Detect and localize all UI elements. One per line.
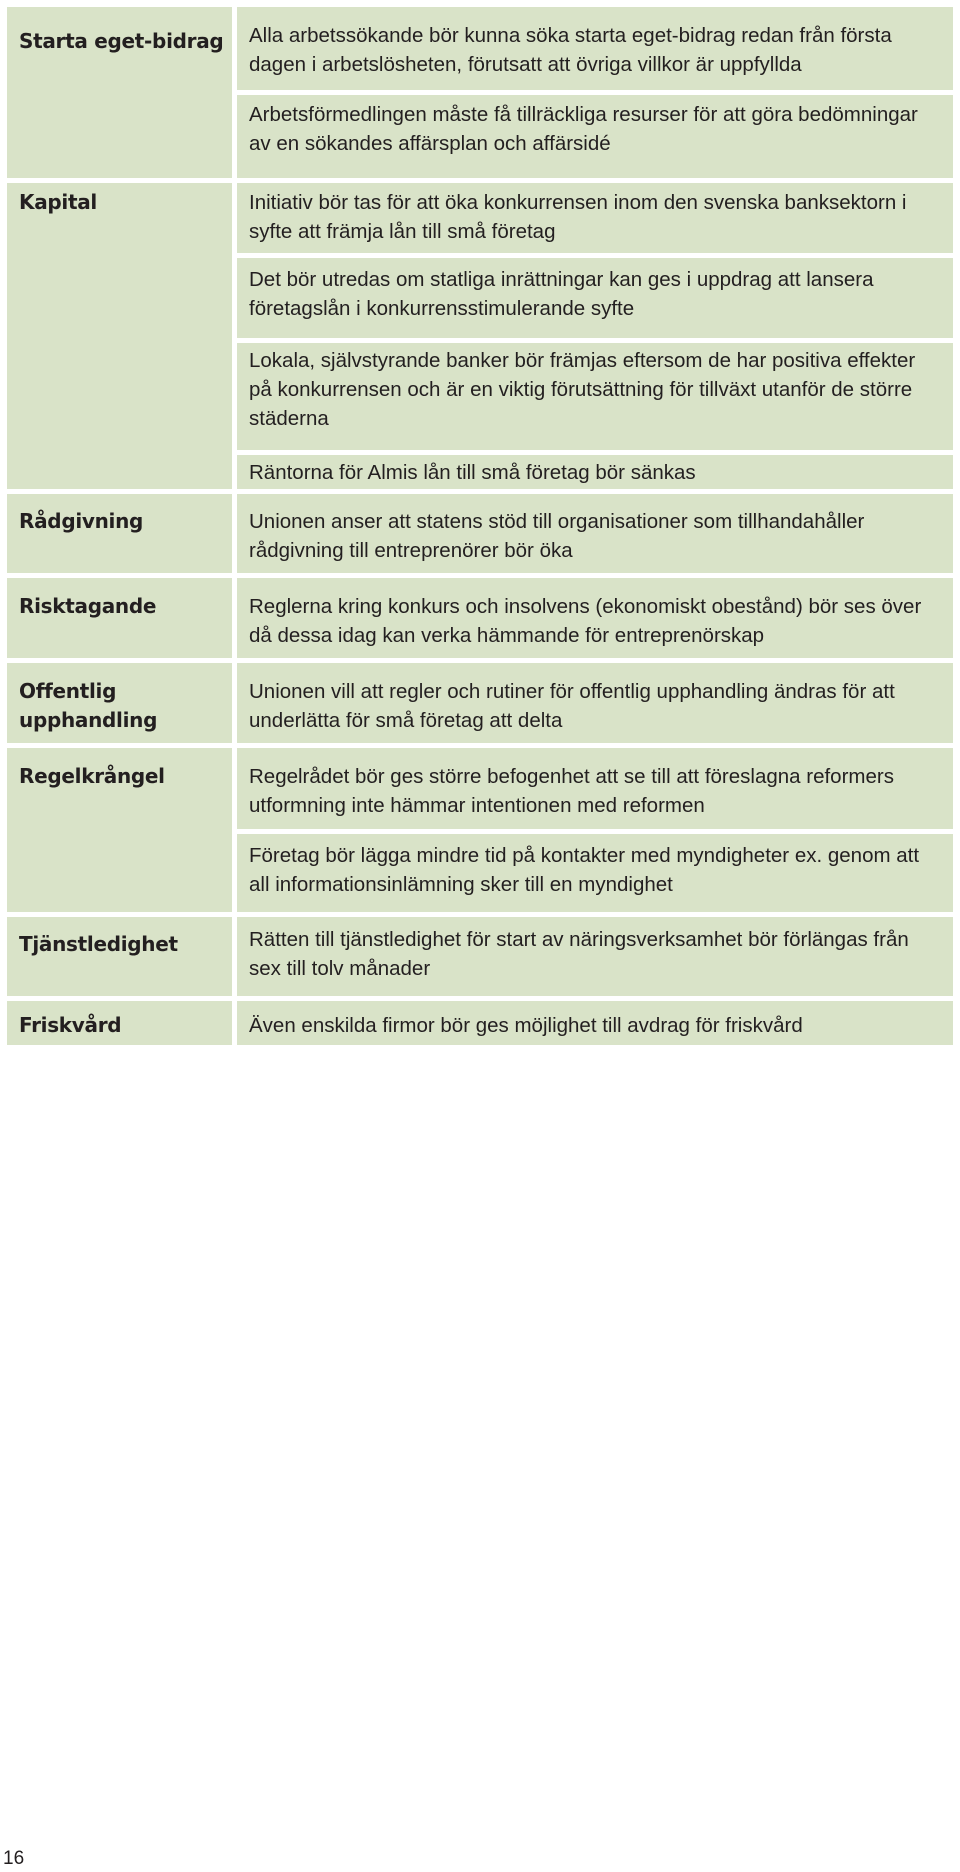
item-text: Företag bör lägga mindre tid på kontakter med myndigheter ex. genom att all informationsinlämning sker till en myndighet — [249, 844, 920, 896]
row-label-radgivning — [7, 494, 232, 573]
content-item — [237, 258, 953, 338]
item-text: Lokala, självstyrande banker bör främjas eftersom de har positiva effekter på konkurrensen och är en viktig förutsättning för tillväxt utanför de större städerna — [249, 349, 916, 430]
row-label-starta-eget-bidrag — [7, 7, 232, 178]
item-text: Även enskilda firmor bör ges möjlighet till avdrag för friskvård — [249, 1014, 803, 1037]
row-label-offentlig-upphandling-bg — [177, 663, 232, 743]
label-text: Regelkrångel — [19, 764, 165, 788]
label-text: Friskvård — [19, 1013, 122, 1037]
label-text: Starta eget-bidrag — [19, 29, 224, 53]
row-label-friskvard — [7, 1001, 232, 1045]
content-item — [237, 834, 953, 912]
item-text: Arbetsförmedlingen måste få tillräckliga resurser för att göra bedömningar av en sökandes affärsplan och affärsidé — [249, 103, 918, 155]
content-item — [237, 917, 953, 996]
content-item — [237, 455, 953, 489]
item-text: Rätten till tjänstledighet för start av näringsverksamhet bör förlängas från sex till tolv månader — [249, 928, 909, 980]
content-item — [237, 7, 953, 90]
row-label-offentlig-upphandling — [7, 663, 177, 743]
row-label-risktagande — [7, 578, 232, 658]
row-label-tjanstledighet — [7, 917, 232, 996]
row-label-kapital — [7, 183, 232, 489]
content-item — [237, 494, 953, 573]
content-item — [237, 183, 953, 253]
content-item — [237, 343, 953, 450]
item-text: Unionen anser att statens stöd till organisationer som tillhandahåller rådgivning till entreprenörer bör öka — [249, 510, 865, 562]
label-text: Tjänstledighet — [19, 932, 178, 956]
content-item — [237, 748, 953, 829]
page-number: 16 — [3, 1848, 25, 1869]
content-item — [237, 578, 953, 658]
item-text: Unionen vill att regler och rutiner för offentlig upphandling ändras för att underlätta för små företag att delta — [249, 680, 895, 732]
item-text: Det bör utredas om statliga inrättningar kan ges i uppdrag att lansera företagslån i konkurrensstimulerande syfte — [249, 268, 874, 320]
row-label-regelkrangel — [7, 748, 232, 912]
content-item — [237, 663, 953, 743]
label-text: Risktagande — [19, 594, 157, 618]
label-text: Rådgivning — [19, 509, 144, 533]
item-text: Alla arbetssökande bör kunna söka starta eget-bidrag redan från första dagen i arbetslösheten, förutsatt att övriga villkor är uppfyllda — [249, 24, 892, 76]
item-text: Räntorna för Almis lån till små företag bör sänkas — [249, 461, 696, 484]
label-text: Kapital — [19, 190, 97, 214]
content-item — [237, 95, 953, 178]
content-item — [237, 1001, 953, 1045]
item-text: Regelrådet bör ges större befogenhet att se till att föreslagna reformers utformning inte hämmar intentionen med reformen — [249, 765, 894, 817]
item-text: Reglerna kring konkurs och insolvens (ekonomiskt obestånd) bör ses över då dessa idag kan verka hämmande för entreprenörskap — [249, 595, 922, 647]
label-text: Offentlig upphandling — [19, 679, 158, 732]
item-text: Initiativ bör tas för att öka konkurrensen inom den svenska banksektorn i syfte att främja lån till små företag — [249, 191, 907, 243]
